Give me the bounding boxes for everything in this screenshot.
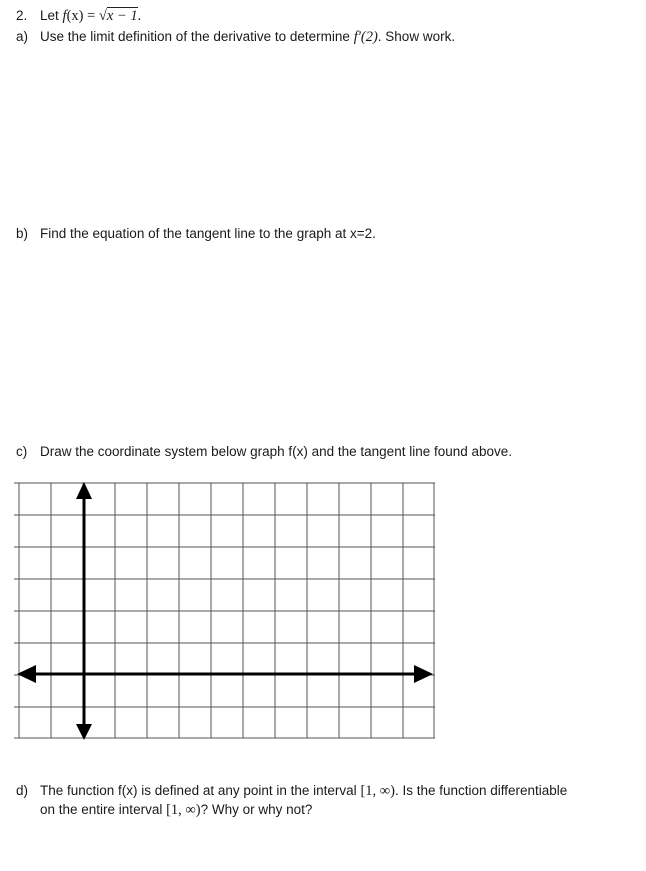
part-d-question-1	[40, 783, 567, 800]
axes	[34, 498, 418, 726]
part-d-line2-end: ? Why or why not?	[200, 802, 313, 817]
intro-prefix: Let	[40, 8, 59, 23]
grid-lines	[14, 483, 435, 738]
problem-number: 2.	[16, 8, 28, 23]
part-d-line1-end: . Is the function differentiable	[394, 783, 568, 798]
part-d-line2-start: on the entire interval	[40, 802, 163, 817]
part-a-question	[40, 29, 455, 46]
part-d-interval-1: [1, ∞)	[360, 783, 395, 799]
intro-func: f	[62, 8, 67, 24]
part-a-label: a)	[16, 29, 29, 44]
part-a-math: f′(2)	[353, 29, 378, 45]
part-b-label: b)	[16, 226, 29, 241]
coordinate-grid	[14, 478, 436, 742]
problem-intro	[40, 8, 141, 25]
x-axis-right-arrow-icon	[414, 665, 433, 683]
part-d-line1-start: The function f(x) is defined at any point in the interval	[40, 783, 357, 798]
part-a-text: Use the limit definition of the derivative to determine	[40, 29, 350, 44]
part-b-text: Find the equation of the tangent line to the graph at x=2.	[40, 226, 376, 241]
intro-var: (x) = √	[66, 8, 107, 24]
part-d-question-2	[40, 802, 312, 819]
part-d-interval-2: [1, ∞)	[166, 802, 201, 818]
intro-radicand: x − 1	[106, 8, 138, 24]
part-d-label: d)	[16, 783, 29, 798]
y-axis-up-arrow-icon	[76, 482, 92, 499]
part-c-label: c)	[16, 444, 28, 459]
intro-end: .	[137, 8, 142, 24]
x-axis-left-arrow-icon	[17, 665, 36, 683]
part-c-text: Draw the coordinate system below graph f(x) and the tangent line found above.	[40, 444, 513, 459]
part-a-tail: . Show work.	[377, 29, 456, 44]
